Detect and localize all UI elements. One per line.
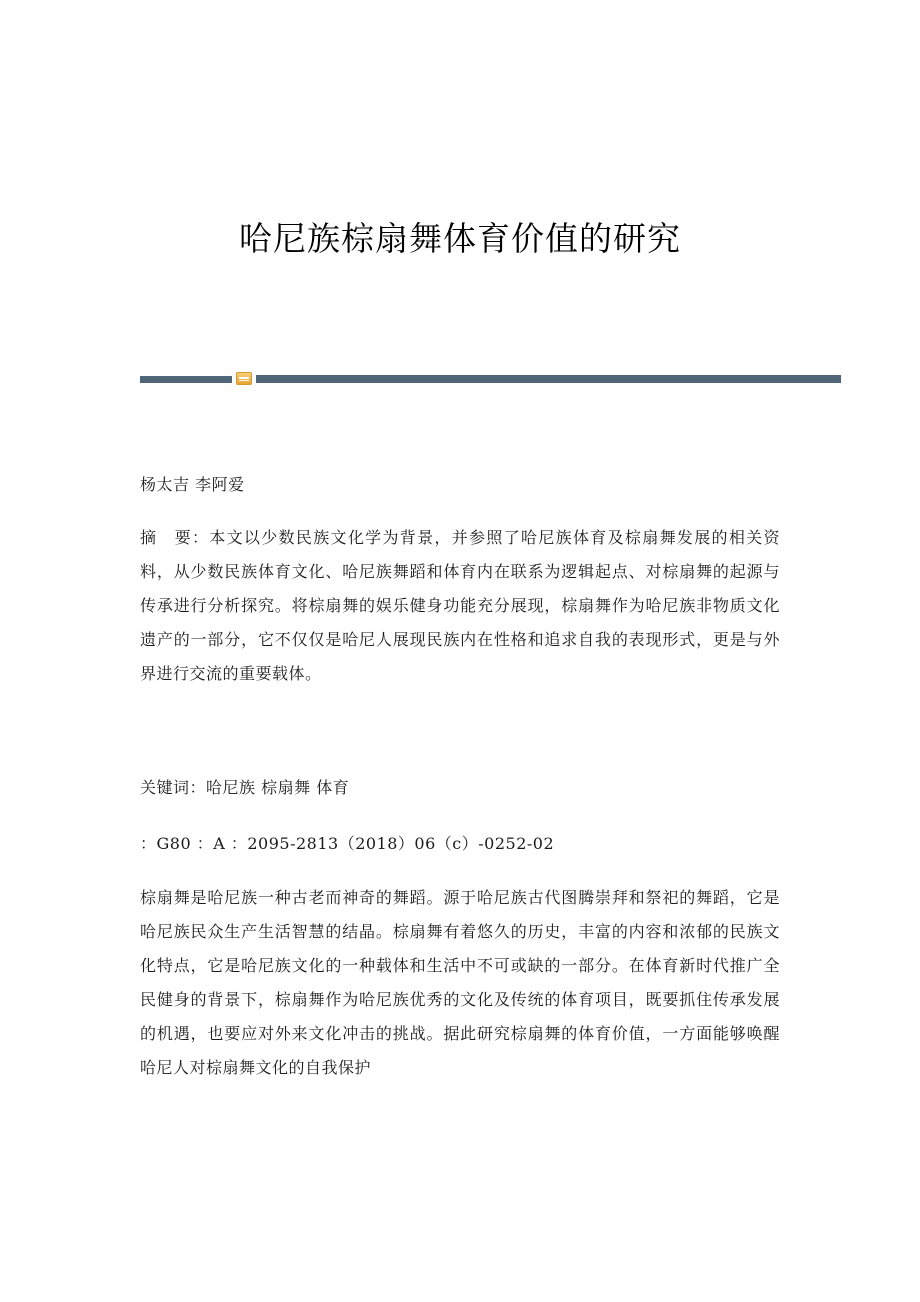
authors: 杨太吉 李阿爱	[140, 475, 245, 494]
keywords	[140, 771, 780, 805]
divider-bar-right	[256, 375, 841, 383]
abstract	[140, 521, 780, 691]
classification-line: ：G80 ：A ：2095-2813（2018）06（c）-0252-02	[140, 834, 555, 853]
title-divider	[140, 372, 841, 386]
abstract-text: 本文以少数民族文化学为背景，并参照了哈尼族体育及棕扇舞发展的相关资料，从少数民族体育文化、哈尼族舞蹈和体育内在联系为逻辑起点、对棕扇舞的起源与传承进行分析探究。将棕扇舞的娱乐健身功能充分展现，棕扇舞作为哈尼族非物质文化遗产的一部分，它不仅仅是哈尼人展现民族内在性格和追求自我的表现形式，更是与外界进行交流的重要载体。	[140, 528, 780, 683]
document-emblem-icon	[236, 372, 252, 385]
abstract-label: 摘 要：	[140, 528, 210, 547]
keywords-text: 哈尼族 棕扇舞 体育	[206, 778, 350, 797]
keywords-label: 关键词：	[140, 778, 207, 797]
divider-bar-left	[140, 376, 232, 383]
body-paragraph: 棕扇舞是哈尼族一种古老而神奇的舞蹈。源于哈尼族古代图腾崇拜和祭祀的舞蹈，它是哈尼族民众生产生活智慧的结晶。棕扇舞有着悠久的历史，丰富的内容和浓郁的民族文化特点，它是哈尼族文化的一种载体和生活中不可或缺的一部分。在体育新时代推广全民健身的背景下，棕扇舞作为哈尼族优秀的文化及传统的体育项目，既要抓住传承发展的机遇，也要应对外来文化冲击的挑战。据此研究棕扇舞的体育价值，一方面能够唤醒哈尼人对棕扇舞文化的自我保护	[140, 888, 780, 1077]
page-title: 哈尼族棕扇舞体育价值的研究	[239, 219, 681, 258]
